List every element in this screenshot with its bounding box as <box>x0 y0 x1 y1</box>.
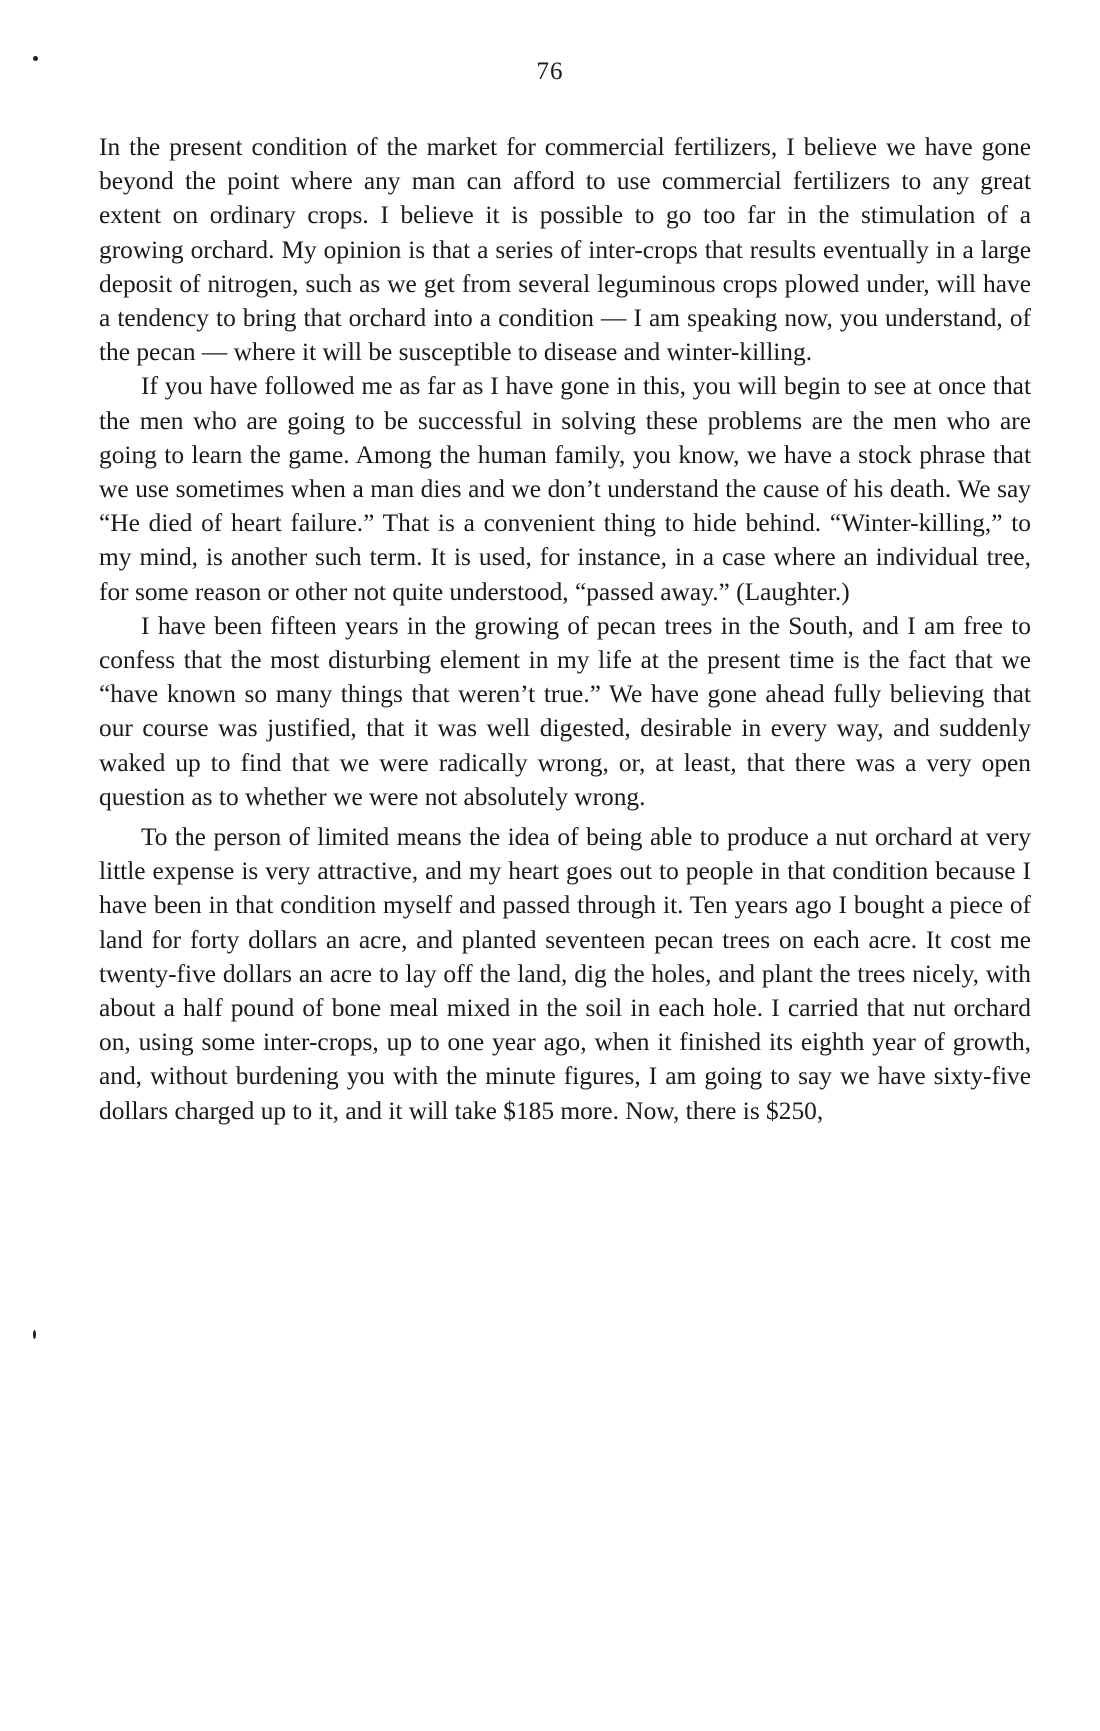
paragraph-fertilizers: In the present condition of the market for commercial fertilizers, I believe we have gone beyond the point where any man can afford to use commercial fertilizers to any great extent on ordinary crops. I believe it is possible to go too far in the stimulation of a growing orchard. My opinion is that a series of inter-crops that results eventually in a large deposit of nitrogen, such as we get from several leguminous crops plowed under, will have a tendency to bring that orchard into a condition — I am speaking now, you understand, of the pecan — where it will be susceptible to disease and winter-killing. <box>99 133 1031 367</box>
scan-speck <box>33 1330 36 1339</box>
paragraph-fifteen-years: I have been fifteen years in the growing of pecan trees in the South, and I am free to confess that the most disturbing element in my life at the present time is the fact that we “have known so many things that weren’t true.” We have gone ahead fully believing that our course was justified, that it was well digested, desirable in every way, and suddenly waked up to find that we were radically wrong, or, at least, that there was a very open question as to whether we were not absolutely wrong. <box>99 611 1031 811</box>
scan-speck <box>33 56 38 61</box>
paragraph-winter-killing: If you have followed me as far as I have gone in this, you will begin to see at once that the men who are going to be successful in solving these problems are the men who are going to learn the game. Among the human family, you know, we have a stock phrase that we use sometimes when a man dies and we don’t understand the cause of his death. We say “He died of heart failure.” That is a convenient thing to hide behind. “Winter-killing,” to my mind, is another such term. It is used, for instance, in a case where an individual tree, for some reason or other not quite understood, “passed away.” (Laughter.) <box>99 372 1031 606</box>
page-number: 76 <box>536 58 564 85</box>
paragraph-limited-means: To the person of limited means the idea of being able to produce a nut orchard at very little expense is very attractive, and my heart goes out to people in that condition because I have been in that condition myself and passed through it. Ten years ago I bought a piece of land for forty dollars an acre, and planted seventeen pecan trees on each acre. It cost me twenty-five dollars an acre to lay off the land, dig the holes, and plant the trees nicely, with about a half pound of bone meal mixed in the soil in each hole. I carried that nut orchard on, using some inter-crops, up to one year ago, when it finished its eighth year of growth, and, without burdening you with the minute figures, I am going to say we have sixty-five dollars charged up to it, and it will take $185 more. Now, there is $250, <box>99 823 1031 1125</box>
body-text <box>99 130 1031 1128</box>
